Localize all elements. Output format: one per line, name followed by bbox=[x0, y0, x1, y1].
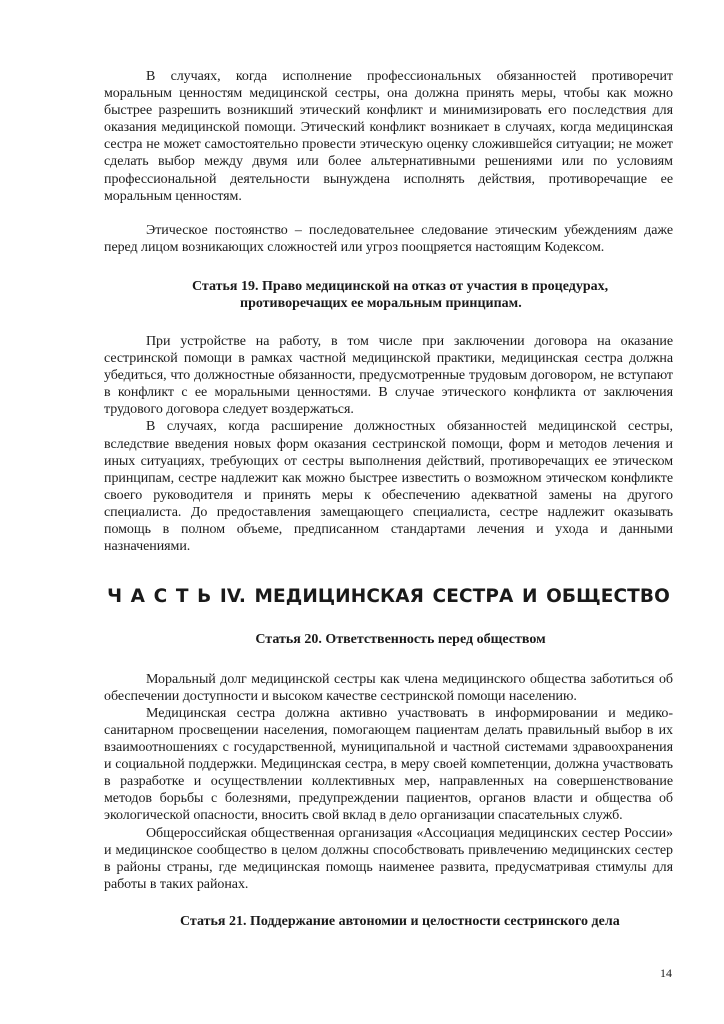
part-4-heading: Ч А С Т Ь IV. МЕДИЦИНСКАЯ СЕСТРА И ОБЩЕСТВО bbox=[107, 586, 670, 608]
article-19-heading-line2: противоречащих ее моральным принципам. bbox=[240, 296, 522, 312]
article-20-heading: Статья 20. Ответственность перед обществом bbox=[255, 632, 546, 648]
article-19-heading bbox=[104, 278, 673, 313]
article-19-heading-line1: Статья 19. Право медицинской на отказ от участия в процедурах, bbox=[192, 278, 609, 294]
paragraph-ethical-conflict: В случаях, когда исполнение профессиональных обязанностей противоречит моральным ценностям медицинской сестры, она должна принять меры, чтобы как можно быстрее разрешить возникший этический конфликт и минимизировать его последствия для оказания медицинской помощи. Этический конфликт возникает в случаях, когда медицинская сестра не может самостоятельно провести этическую оценку сложившейся ситуации; не может сделать выбор между двумя или более альтернативными решениями или по условиям профессиональной деятельности вынуждена исполнять действия, противоречащие ее моральным ценностям. bbox=[104, 69, 673, 204]
page-number: 14 bbox=[660, 966, 672, 980]
paragraph-health-education: Медицинская сестра должна активно участвовать в информировании и медико-санитарном просвещении населения, помогающем пациентам делать правильный выбор в их взаимоотношениях с государственной, муниципальной и частной системами здравоохранения и социальной поддержки. Медицинская сестра, в меру своей компетенции, должна участвовать в разработке и осуществлении коллективных мер, направленных на совершенствование методов борьбы с болезнями, предупреждении пациентов, органов власти и общества об экологической опасности, вносить свой вклад в дело организации спасательных служб. bbox=[104, 705, 673, 824]
document-page bbox=[104, 68, 673, 930]
paragraph-moral-duty: Моральный долг медицинской сестры как члена медицинского общества заботиться об обеспечении доступности и высоком качестве сестринской помощи населению. bbox=[104, 671, 673, 704]
paragraph-association: Общероссийская общественная организация «Ассоциация медицинских сестер России» и медицинское сообщество в целом должны способствовать привлечению медицинских сестер в районы страны, где медицинская помощь наименее развита, предусматривая стимулы для работы в таких районах. bbox=[104, 825, 673, 892]
article-21-heading: Статья 21. Поддержание автономии и целостности сестринского дела bbox=[180, 913, 620, 929]
paragraph-employment: При устройстве на работу, в том числе при заключении договора на оказание сестринской помощи в рамках частной медицинской практики, медицинская сестра должна убедиться, что должностные обязанности, предусмотренные трудовым договором, не вступают в конфликт с ее моральными ценностями. В случае этического конфликта от заключения трудового договора следует воздержаться. bbox=[104, 333, 673, 418]
paragraph-duties-extension: В случаях, когда расширение должностных обязанностей медицинской сестры, вследствие введения новых форм оказания сестринской помощи, форм и методов лечения и иных ситуациях, требующих от сестры выполнения действий, противоречащих ее этическом принципам, сестре надлежит как можно быстрее известить о возможном этическом конфликте своего руководителя и принять меры к обеспечению адекватной замены на другого специалиста. До предоставления замещающего специалиста, сестре надлежит оказывать помощь в полном объеме, предписанном стандартами лечения и ухода и данными назначениями. bbox=[104, 419, 673, 555]
paragraph-ethical-constancy: Этическое постоянство – последовательнее следование этическим убеждениям даже перед лицом возникающих сложностей или угроз поощряется настоящим Кодексом. bbox=[104, 222, 673, 255]
